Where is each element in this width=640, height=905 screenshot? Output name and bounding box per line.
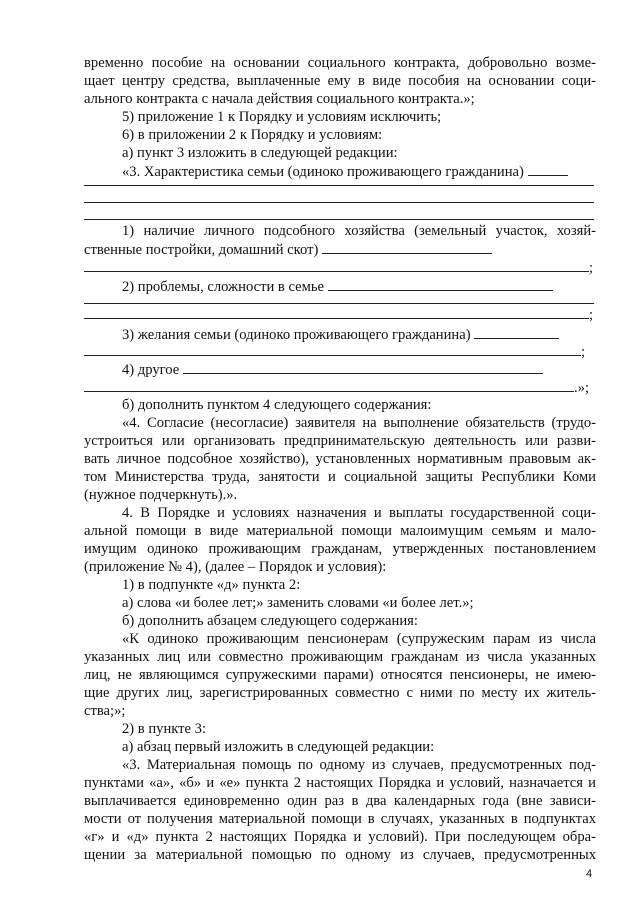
text-line: ства;»;	[84, 703, 126, 719]
blank-line	[84, 259, 589, 272]
text-line: щении за материальной помощью по одному из случаев, предусмотренных	[84, 847, 596, 863]
blank-rule	[84, 202, 594, 203]
blank-line	[328, 278, 553, 291]
text-line: имущим одиноко проживающим гражданам, утвержденных постановлением	[84, 541, 596, 557]
text-line: устроиться или организовать предпринимательскую деятельность или разви-	[84, 433, 596, 449]
answer-line: ;	[84, 306, 596, 323]
text-line: 6) в приложении 2 к Порядку и условиям:	[122, 127, 383, 143]
wishes-line: 3) желания семьи (одиноко проживающего гражданина)	[122, 326, 596, 343]
text-line: б) дополнить пунктом 4 следующего содержания:	[122, 397, 432, 413]
text-line: альной помощи в виде материальной помощи малоимущим семьям и мало-	[84, 523, 596, 539]
text-line: временно пособие на основании социального контракта, добровольно возме-	[84, 55, 596, 71]
text-line: «К одиноко проживающим пенсионерам (супружеским парам из числа	[122, 631, 596, 647]
blank-rule	[84, 219, 594, 220]
text-line: ального контракта с начала действия социального контракта.»;	[84, 91, 475, 107]
family-characteristic-heading: «3. Характеристика семьи (одиноко проживающего гражданина)	[122, 163, 596, 180]
blank-line	[84, 343, 581, 356]
text-line: 5) приложение 1 к Порядку и условиям исключить;	[122, 109, 442, 125]
text-line: щие других лиц, зарегистрированных совместно с ними по месту их житель-	[84, 685, 596, 701]
blank-line	[84, 306, 589, 319]
text-line: б) дополнить абзацем следующего содержания:	[122, 613, 418, 629]
text-line: вать личное подсобное хозяйство), установленных нормативным правовым ак-	[84, 451, 596, 467]
page-number: 4	[586, 868, 593, 880]
text-line: пунктами «а», «б» и «е» пункта 2 настоящих Порядка и условий, назначается и	[84, 775, 596, 791]
text-line: 2) в пункте 3:	[122, 721, 207, 737]
text-line: лиц, не являющимся супружескими парами) относятся пенсионеры, не имею-	[84, 667, 596, 683]
text-line: указанных лиц или совместно проживающим гражданам из числа указанных	[84, 649, 596, 665]
text-line: а) слова «и более лет;» заменить словами «и более лет.»;	[122, 595, 474, 611]
text-line: а) абзац первый изложить в следующей редакции:	[122, 739, 435, 755]
blank-line	[322, 241, 492, 254]
other-line: 4) другое	[122, 361, 596, 378]
answer-line: ;	[84, 259, 596, 276]
text-line: выплачивается единовременно один раз в два календарных года (вне зависи-	[84, 793, 596, 809]
answer-line: ;	[84, 343, 596, 360]
blank-rule	[84, 185, 594, 186]
text-line: а) пункт 3 изложить в следующей редакции:	[122, 145, 398, 161]
household-line: ственные постройки, домашний скот)	[84, 241, 596, 258]
text-line: щает центру средства, выплаченные ему в виде пособия на основании соци-	[84, 73, 596, 89]
answer-line: .»;	[84, 379, 596, 396]
text-line: «г» и «д» пункта 2 настоящих Порядка и условий). При последующем обра-	[84, 829, 596, 845]
text-line: (приложение № 4), (далее – Порядок и условия):	[84, 559, 387, 575]
blank-line	[528, 163, 568, 176]
text-line: «4. Согласие (несогласие) заявителя на выполнение обязательств (трудо-	[122, 415, 596, 431]
text-line: 1) наличие личного подсобного хозяйства (земельный участок, хозяй-	[122, 223, 596, 239]
text-line: мости от получения материальной помощи в случаях, указанных в подпунктах	[84, 811, 596, 827]
blank-line	[474, 326, 559, 339]
text-line: том Министерства труда, занятости и социальной защиты Республики Коми	[84, 469, 596, 485]
blank-line	[183, 361, 543, 374]
text-line: «3. Материальная помощь по одному из случаев, предусмотренных под-	[122, 757, 596, 773]
blank-line	[84, 379, 574, 392]
problems-line: 2) проблемы, сложности в семье	[122, 278, 596, 295]
text-line: (нужное подчеркнуть).».	[84, 487, 238, 503]
blank-rule	[84, 303, 594, 304]
text-line: 4. В Порядке и условиях назначения и выплаты государственной соци-	[122, 505, 596, 521]
text-line: 1) в подпункте «д» пункта 2:	[122, 577, 301, 593]
